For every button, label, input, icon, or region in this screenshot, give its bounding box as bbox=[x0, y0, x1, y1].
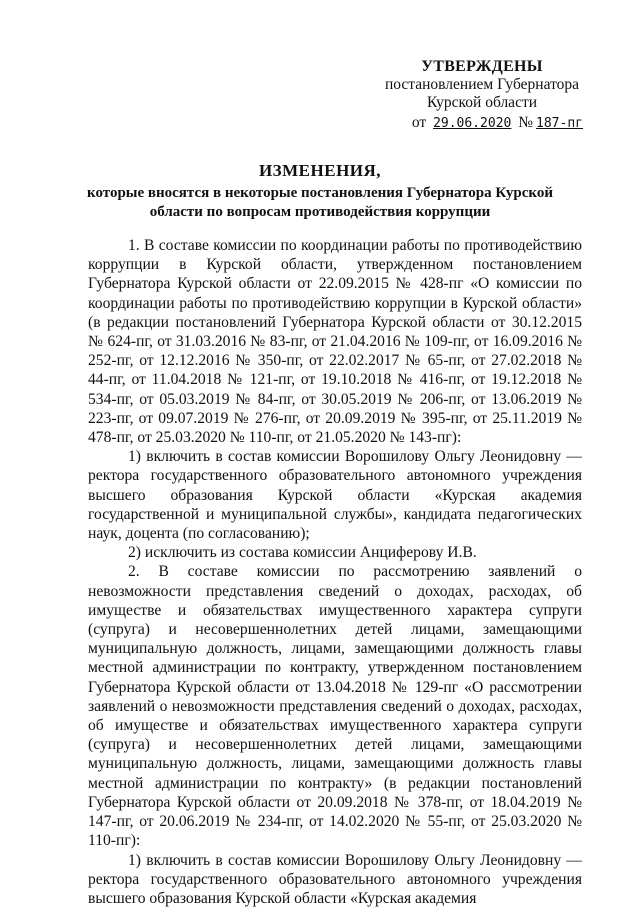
approval-date-line bbox=[378, 114, 586, 133]
approval-heading: УТВЕРЖДЕНЫ bbox=[378, 58, 586, 76]
document-body bbox=[88, 236, 582, 908]
decree-date: 29.06.2020 bbox=[430, 116, 514, 131]
date-prefix: от bbox=[412, 114, 426, 131]
paragraph-subitem-1-2: 2) исключить из состава комиссии Анциферову И.В. bbox=[88, 543, 582, 562]
number-prefix: № bbox=[518, 114, 533, 131]
title-subtitle: которые вносятся в некоторые постановления Губернатора Курской области по вопросам противодействия коррупции bbox=[80, 184, 560, 222]
paragraph-item-1: 1. В составе комиссии по координации работы по противодействию коррупции в Курской области, утвержденном постановлением Губернатора Курской области от 22.09.2015 № 428-пг «О комиссии по координации работы по противодействию коррупции в Курской области» (в редакции постановлений Губернатора Курской области от 30.12.2015 № 624-пг, от 31.03.2016 № 83-пг, от 21.04.2016 № 109-пг, от 16.09.2016 № 252-пг, от 12.12.2016 № 350-пг, от 22.02.2017 № 65-пг, от 27.02.2018 № 44-пг, от 11.04.2018 № 121-пг, от 19.10.2018 № 416-пг, от 19.12.2018 № 534-пг, от 05.03.2019 № 84-пг, от 30.05.2019 № 206-пг, от 13.06.2019 № 223-пг, от 09.07.2019 № 276-пг, от 20.09.2019 № 395-пг, от 25.11.2019 № 478-пг, от 25.03.2020 № 110-пг, от 21.05.2020 № 143-пг): bbox=[88, 236, 582, 447]
approval-stamp bbox=[378, 58, 586, 133]
paragraph-item-2: 2. В составе комиссии по рассмотрению заявлений о невозможности представления сведений о доходах, расходах, об имуществе и обязательствах имущественного характера супруги (супруга) и несовершеннолетних детей лицами, замещающими муниципальную должность, лицами, замещающими должность главы местной администрации по контракту, утвержденном постановлением Губернатора Курской области от 13.04.2018 № 129-пг «О рассмотрении заявлений о невозможности представления сведений о доходах, расходах, об имуществе и обязательствах имущественного характера супруги (супруга) и несовершеннолетних детей лицами, замещающими муниципальную должность, лицами, замещающими должность главы местной администрации по контракту» (в редакции постановлений Губернатора Курской области от 20.09.2018 № 378-пг, от 18.04.2019 № 147-пг, от 20.06.2019 № 234-пг, от 14.02.2020 № 55-пг, от 25.03.2020 № 110-пг): bbox=[88, 562, 582, 850]
paragraph-subitem-2-1: 1) включить в состав комиссии Ворошилову Ольгу Леонидовну — ректора государственного образовательного автономного учреждения высшего образования Курской области «Курская академия bbox=[88, 851, 582, 908]
document-title bbox=[80, 160, 560, 222]
title-heading: ИЗМЕНЕНИЯ, bbox=[80, 160, 560, 182]
approval-line-decree: постановлением Губернатора bbox=[378, 76, 586, 94]
approval-line-region: Курской области bbox=[378, 94, 586, 112]
paragraph-subitem-1-1: 1) включить в состав комиссии Ворошилову Ольгу Леонидовну — ректора государственного образовательного автономного учреждения высшего образования Курской области «Курская академия государственной и муниципальной службы», кандидата педагогических наук, доцента (по согласованию); bbox=[88, 447, 582, 543]
decree-number: 187-пг bbox=[533, 116, 586, 131]
